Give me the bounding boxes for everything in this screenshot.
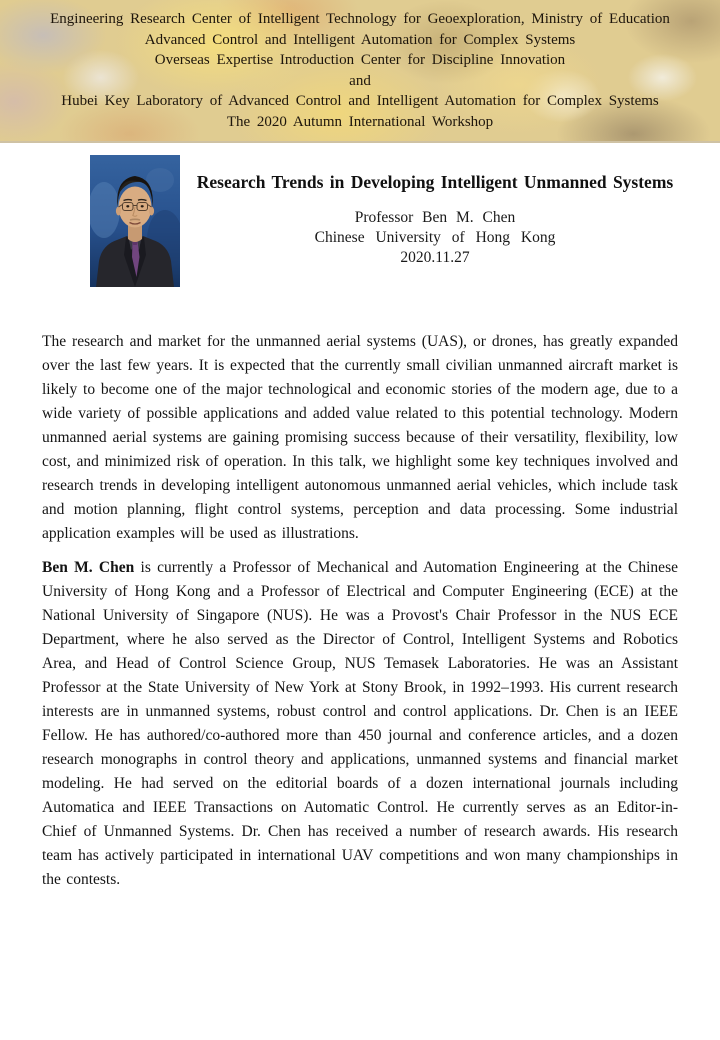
banner-line-workshop: The 2020 Autumn International Workshop xyxy=(226,113,494,130)
banner-line-org-3: Overseas Expertise Introduction Center for Discipline Innovation xyxy=(154,52,566,68)
bio-speaker-name: Ben M. Chen xyxy=(42,559,135,576)
header-banner xyxy=(0,0,720,143)
content-area xyxy=(42,330,678,892)
banner-line-org-1: Engineering Research Center of Intelligent Technology for Geoexploration, Ministry of Education xyxy=(50,11,670,27)
bio-paragraph xyxy=(42,556,678,892)
speaker-photo xyxy=(90,155,180,287)
talk-date: 2020.11.27 xyxy=(400,249,470,266)
talk-title: Research Trends in Developing Intelligent Unmanned Systems xyxy=(196,172,674,192)
speaker-name: Professor Ben M. Chen xyxy=(354,209,516,226)
talk-header xyxy=(180,171,690,268)
bio-text: is currently a Professor of Mechanical and Automation Engineering at the Chinese University of Hong Kong and a Professor of Electrical and Computer Engineering (ECE) at the National University of Singapore (NUS). He was a Provost's Chair Professor in the NUS ECE Department, where he also served as the Director of Control, Intelligent Systems and Robotics Area, and Head of Control Science Group, NUS Temasek Laboratories. He was an Assistant Professor at the State University of New York at Stony Brook, in 1992–1993. His current research interests are in unmanned systems, robust control and control applications. Dr. Chen is an IEEE Fellow. He has authored/co-authored more than 450 journal and conference articles, and a dozen research monographs in control theory and applications, unmanned systems and financial market modeling. He had served on the editorial boards of a dozen international journals including Automatica and IEEE Transactions on Automatic Control. He currently serves as an Editor-in-Chief of Unmanned Systems. Dr. Chen has received a number of research awards. His research team has actively participated in international UAV competitions and won many championships in the contests. xyxy=(42,559,678,888)
banner-line-org-2: Advanced Control and Intelligent Automation for Complex Systems xyxy=(144,31,576,48)
banner-line-org-4: Hubei Key Laboratory of Advanced Control and Intelligent Automation for Complex Systems xyxy=(61,93,659,109)
speaker-portrait-illustration xyxy=(90,155,180,287)
banner-line-and: and xyxy=(349,72,371,89)
abstract-paragraph: The research and market for the unmanned aerial systems (UAS), or drones, has greatly expanded over the last few years. It is expected that the currently small civilian unmanned aircraft market is likely to become one of the major technological and economic stories of the modern age, due to a wide variety of possible applications and added value related to this potential technology. Modern unmanned aerial systems are gaining promising success because of their versatility, flexibility, low cost, and minimized risk of operation. In this talk, we highlight some key techniques involved and research trends in developing intelligent autonomous unmanned aerial vehicles, which include task and motion planning, flight control systems, perception and data processing. Some industrial application examples will be used as illustrations. xyxy=(42,333,678,542)
banner-text-block xyxy=(0,0,720,132)
speaker-affiliation: Chinese University of Hong Kong xyxy=(314,229,556,246)
